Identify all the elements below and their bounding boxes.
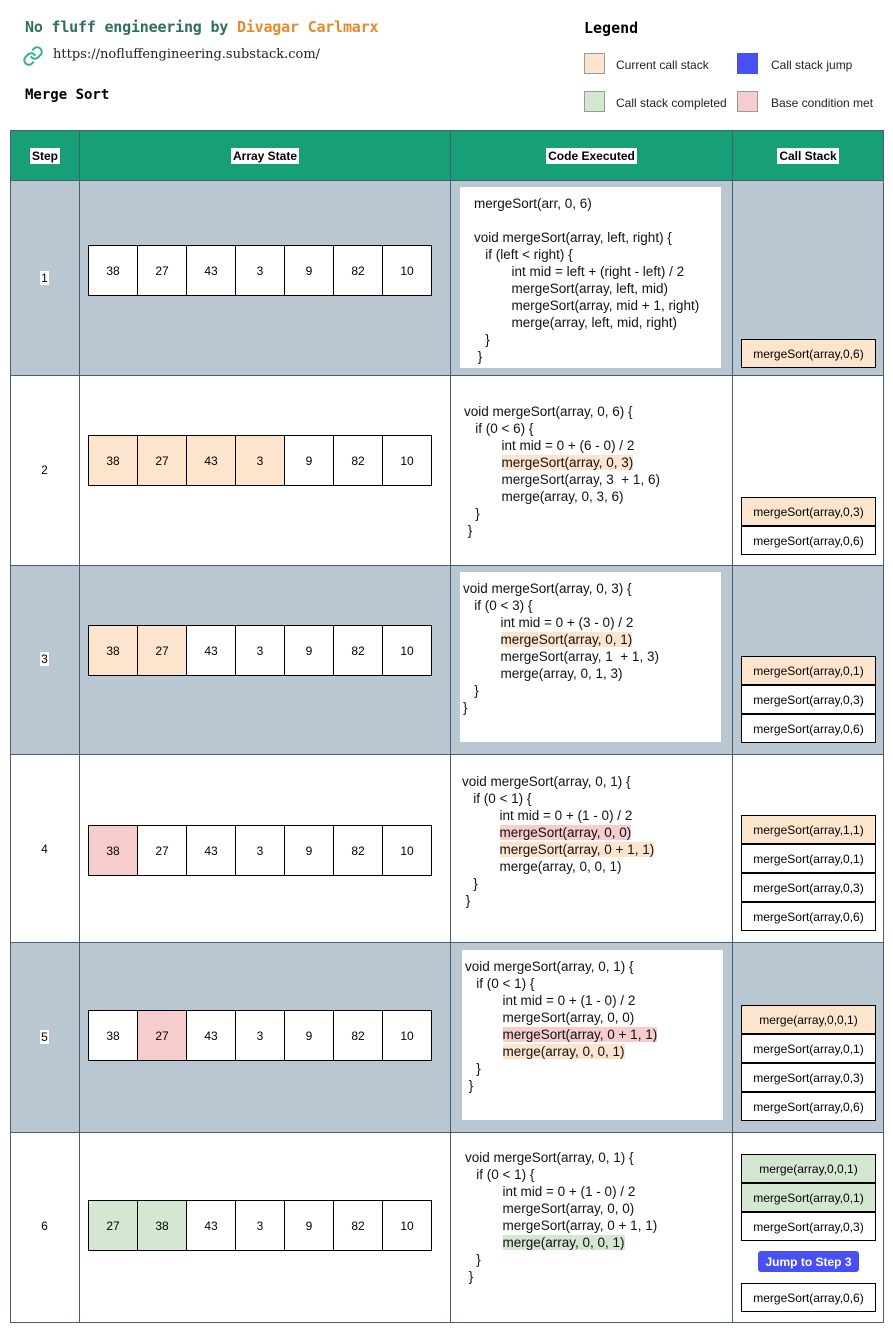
code-indent (464, 472, 502, 487)
code-line (465, 1149, 725, 1166)
code-line (474, 229, 721, 246)
code-line (463, 597, 721, 614)
call-stack-item: mergeSort(array,0,1) (741, 1034, 876, 1063)
step-number: 1 (41, 271, 48, 285)
code-line (464, 488, 723, 505)
call-stack-item: mergeSort(array,0,6) (741, 526, 876, 555)
code-text: mergeSort(array, 0, 3) (501, 455, 634, 470)
legend-label-jump: Call stack jump (771, 58, 853, 72)
code-text: void mergeSort(array, 0, 3) { (463, 581, 632, 596)
code-indent (462, 859, 500, 874)
code-text: } (475, 506, 480, 521)
array-cell: 27 (137, 435, 187, 486)
brand-by: by (210, 18, 229, 36)
array-state (88, 435, 432, 486)
array-cell: 9 (284, 245, 334, 296)
array-cell: 82 (333, 625, 383, 676)
code-text: merge(array, 0, 0, 1) (499, 859, 622, 874)
array-cell: 9 (284, 825, 334, 876)
code-indent (462, 808, 500, 823)
page-subject: Merge Sort (25, 87, 110, 103)
code-text: void mergeSort(array, left, right) { (474, 230, 672, 245)
call-stack-item: merge(array,0,0,1) (741, 1005, 876, 1034)
brand-name: No fluff engineering (25, 18, 202, 36)
code-line (464, 522, 723, 539)
code-indent (462, 825, 500, 840)
call-stack-item: merge(array,0,0,1) (741, 1154, 876, 1183)
code-line (465, 1183, 725, 1200)
code-text: merge(array, 0, 0, 1) (502, 1044, 625, 1059)
array-cell: 82 (333, 1200, 383, 1251)
brand-title (25, 18, 378, 36)
code-text: mergeSort(array, 0, 0) (502, 1201, 635, 1216)
step-number: 6 (41, 1219, 48, 1233)
code-text: int mid = left + (right - left) / 2 (511, 264, 685, 279)
array-state (88, 1010, 432, 1061)
array-cell: 43 (186, 435, 236, 486)
code-indent (464, 455, 502, 470)
code-indent (465, 1201, 503, 1216)
code-text: } (463, 700, 468, 715)
array-state (88, 245, 432, 296)
code-text: merge(array, left, mid, right) (511, 315, 678, 330)
array-cell: 27 (88, 1200, 138, 1251)
array-cell: 10 (382, 825, 432, 876)
code-line (474, 246, 721, 263)
code-line (465, 1009, 723, 1026)
code-line (464, 505, 723, 522)
code-text: void mergeSort(array, 0, 6) { (464, 404, 633, 419)
code-line (462, 875, 723, 892)
array-cell: 3 (235, 435, 285, 486)
array-cell: 43 (186, 245, 236, 296)
array-cell: 10 (382, 1010, 432, 1061)
code-line (462, 858, 723, 875)
code-text: void mergeSort(array, 0, 1) { (465, 1150, 634, 1165)
column-divider (79, 130, 80, 1323)
legend-swatch-completed (584, 91, 605, 112)
call-stack-item: mergeSort(array,0,3) (741, 873, 876, 902)
array-cell: 43 (186, 1010, 236, 1061)
code-indent (465, 1218, 503, 1233)
code-indent (464, 421, 475, 436)
code-line (474, 314, 721, 331)
code-line (465, 975, 723, 992)
step-number: 3 (41, 652, 48, 666)
code-indent (474, 298, 512, 313)
code-indent (463, 598, 474, 613)
step-number: 2 (41, 463, 48, 477)
code-text: } (476, 1061, 481, 1076)
array-cell: 9 (284, 435, 334, 486)
code-indent (462, 842, 500, 857)
array-cell: 82 (333, 825, 383, 876)
code-text: } (468, 1078, 474, 1093)
code-text: merge(array, 0, 1, 3) (500, 666, 623, 681)
code-indent (465, 1252, 476, 1267)
code-line (465, 958, 723, 975)
code-text: merge(array, 0, 3, 6) (501, 489, 624, 504)
brand-author: Divagar Carlmarx (236, 18, 379, 36)
call-stack-item: mergeSort(array,0,6) (741, 1092, 876, 1121)
code-line (465, 1043, 723, 1060)
code-indent (463, 666, 501, 681)
code-line (465, 1166, 725, 1183)
code-text: mergeSort(arr, 0, 6) (474, 196, 592, 211)
code-indent (474, 332, 485, 347)
code-line (462, 807, 723, 824)
code-indent (463, 615, 501, 630)
code-text: mergeSort(array, 0 + 1, 1) (499, 842, 655, 857)
column-divider (450, 130, 451, 1323)
code-indent (463, 632, 501, 647)
code-indent (465, 1061, 476, 1076)
code-text: mergeSort(array, 0 + 1, 1) (502, 1027, 658, 1042)
code-line (465, 1217, 725, 1234)
array-cell: 9 (284, 1010, 334, 1061)
code-line (465, 1060, 723, 1077)
code-indent (465, 1027, 503, 1042)
code-line (465, 1251, 725, 1268)
code-line (464, 437, 723, 454)
code-line (463, 648, 721, 665)
substack-url[interactable]: https://nofluffengineering.substack.com/ (53, 47, 321, 62)
code-text: } (485, 332, 490, 347)
call-stack-item: mergeSort(array,0,1) (741, 844, 876, 873)
code-line (474, 195, 721, 212)
code-indent (464, 438, 502, 453)
call-stack-item: mergeSort(array,0,1) (741, 656, 876, 685)
code-line (463, 665, 721, 682)
array-cell: 3 (235, 1200, 285, 1251)
header-step: Step (10, 130, 80, 181)
call-stack-item: mergeSort(array,0,3) (741, 1212, 876, 1241)
code-indent (465, 1010, 503, 1025)
code-block (460, 1148, 725, 1288)
array-cell: 38 (88, 245, 138, 296)
code-indent (474, 264, 512, 279)
code-text: } (474, 683, 479, 698)
code-line (465, 1026, 723, 1043)
code-indent (465, 976, 476, 991)
code-block (460, 187, 721, 368)
code-line (465, 1268, 725, 1285)
code-line (463, 580, 721, 597)
code-block (460, 572, 721, 742)
code-line (474, 297, 721, 314)
array-cell: 82 (333, 245, 383, 296)
array-cell: 10 (382, 435, 432, 486)
code-indent (465, 1044, 503, 1059)
array-cell: 38 (88, 825, 138, 876)
code-indent (462, 791, 473, 806)
code-line (462, 841, 723, 858)
call-stack-item: mergeSort(array,0,3) (741, 497, 876, 526)
array-cell: 3 (235, 625, 285, 676)
code-text: } (473, 876, 478, 891)
call-stack-item: mergeSort(array,0,3) (741, 685, 876, 714)
array-cell: 10 (382, 1200, 432, 1251)
call-stack-item: mergeSort(array,1,1) (741, 815, 876, 844)
code-line (474, 331, 721, 348)
code-line (463, 682, 721, 699)
code-text: merge(array, 0, 0, 1) (502, 1235, 625, 1250)
code-line (462, 790, 723, 807)
code-line (474, 348, 721, 365)
code-indent (474, 281, 512, 296)
code-indent (464, 489, 502, 504)
code-text: mergeSort(array, 1 + 1, 3) (500, 649, 659, 664)
array-cell: 3 (235, 825, 285, 876)
code-text: if (0 < 6) { (475, 421, 534, 436)
header-code-executed: Code Executed (450, 130, 733, 181)
array-cell: 10 (382, 245, 432, 296)
code-text: } (467, 523, 473, 538)
code-indent (463, 683, 474, 698)
code-text: } (477, 349, 483, 364)
array-cell: 27 (137, 1010, 187, 1061)
code-line (462, 892, 723, 909)
code-text: mergeSort(array, mid + 1, right) (511, 298, 700, 313)
column-divider (732, 130, 733, 1323)
call-stack-item: mergeSort(array,0,6) (741, 714, 876, 743)
array-cell: 3 (235, 1010, 285, 1061)
legend-label-current: Current call stack (616, 58, 709, 72)
legend-title: Legend (584, 19, 639, 37)
code-text: void mergeSort(array, 0, 1) { (462, 774, 631, 789)
array-cell: 38 (137, 1200, 187, 1251)
array-cell: 9 (284, 625, 334, 676)
code-text: if (left < right) { (485, 247, 573, 262)
legend-swatch-base (737, 91, 758, 112)
code-text: if (0 < 1) { (476, 976, 535, 991)
step-number: 5 (41, 1030, 48, 1044)
code-line (462, 824, 723, 841)
code-text: mergeSort(array, 0, 0) (499, 825, 632, 840)
array-cell: 27 (137, 625, 187, 676)
code-text: int mid = 0 + (1 - 0) / 2 (499, 808, 633, 823)
code-text: mergeSort(array, 0 + 1, 1) (502, 1218, 658, 1233)
array-state (88, 1200, 432, 1251)
code-line (464, 454, 723, 471)
code-line (464, 403, 723, 420)
code-text: } (476, 1252, 481, 1267)
code-text: mergeSort(array, 0, 1) (500, 632, 633, 647)
legend-swatch-jump (737, 53, 758, 74)
array-cell: 3 (235, 245, 285, 296)
step-number: 4 (41, 842, 48, 856)
code-text: mergeSort(array, 3 + 1, 6) (501, 472, 660, 487)
array-cell: 82 (333, 1010, 383, 1061)
code-line (465, 1077, 723, 1094)
call-stack-item: mergeSort(array,0,1) (741, 1183, 876, 1212)
array-cell: 38 (88, 435, 138, 486)
code-line (464, 471, 723, 488)
code-text: int mid = 0 + (3 - 0) / 2 (500, 615, 634, 630)
code-line (465, 992, 723, 1009)
jump-to-step-button[interactable]: Jump to Step 3 (758, 1251, 859, 1272)
call-stack-item: mergeSort(array,0,6) (741, 1283, 876, 1312)
code-line (463, 631, 721, 648)
code-text: } (465, 893, 471, 908)
array-cell: 9 (284, 1200, 334, 1251)
call-stack-item: mergeSort(array,0,3) (741, 1063, 876, 1092)
code-line (463, 614, 721, 631)
code-text: mergeSort(array, left, mid) (511, 281, 669, 296)
array-cell: 38 (88, 625, 138, 676)
code-line (474, 263, 721, 280)
code-text: } (468, 1269, 474, 1284)
code-indent (465, 993, 503, 1008)
code-text: void mergeSort(array, 0, 1) { (465, 959, 634, 974)
legend-swatch-current (584, 53, 605, 74)
array-state (88, 625, 432, 676)
header-call-stack: Call Stack (732, 130, 884, 181)
array-cell: 43 (186, 1200, 236, 1251)
code-text: mergeSort(array, 0, 0) (502, 1010, 635, 1025)
header-array-state: Array State (79, 130, 451, 181)
code-line (462, 773, 723, 790)
call-stack-item: mergeSort(array,0,6) (741, 339, 876, 368)
code-block (462, 950, 723, 1120)
array-cell: 38 (88, 1010, 138, 1061)
legend-label-base: Base condition met (771, 96, 874, 110)
array-cell: 27 (137, 825, 187, 876)
legend-label-completed: Call stack completed (616, 96, 727, 110)
code-text: int mid = 0 + (6 - 0) / 2 (501, 438, 635, 453)
code-indent (465, 1235, 503, 1250)
link-icon (22, 45, 44, 67)
array-cell: 43 (186, 825, 236, 876)
code-text: if (0 < 3) { (474, 598, 533, 613)
code-indent (465, 1184, 503, 1199)
code-block (458, 772, 723, 912)
array-cell: 82 (333, 435, 383, 486)
code-text: if (0 < 1) { (476, 1167, 535, 1182)
code-indent (463, 649, 501, 664)
array-cell: 43 (186, 625, 236, 676)
code-text: int mid = 0 + (1 - 0) / 2 (502, 1184, 636, 1199)
code-indent (462, 876, 473, 891)
code-block (458, 402, 723, 542)
array-cell: 10 (382, 625, 432, 676)
code-line (465, 1200, 725, 1217)
code-line (474, 212, 721, 229)
array-state (88, 825, 432, 876)
code-line (465, 1234, 725, 1251)
code-indent (474, 315, 512, 330)
code-indent (464, 506, 475, 521)
array-cell: 27 (137, 245, 187, 296)
code-indent (465, 1167, 476, 1182)
code-text: int mid = 0 + (1 - 0) / 2 (502, 993, 636, 1008)
code-line (474, 280, 721, 297)
code-indent (474, 247, 485, 262)
call-stack-item: mergeSort(array,0,6) (741, 902, 876, 931)
code-line (464, 420, 723, 437)
code-line (463, 699, 721, 716)
code-text: if (0 < 1) { (473, 791, 532, 806)
